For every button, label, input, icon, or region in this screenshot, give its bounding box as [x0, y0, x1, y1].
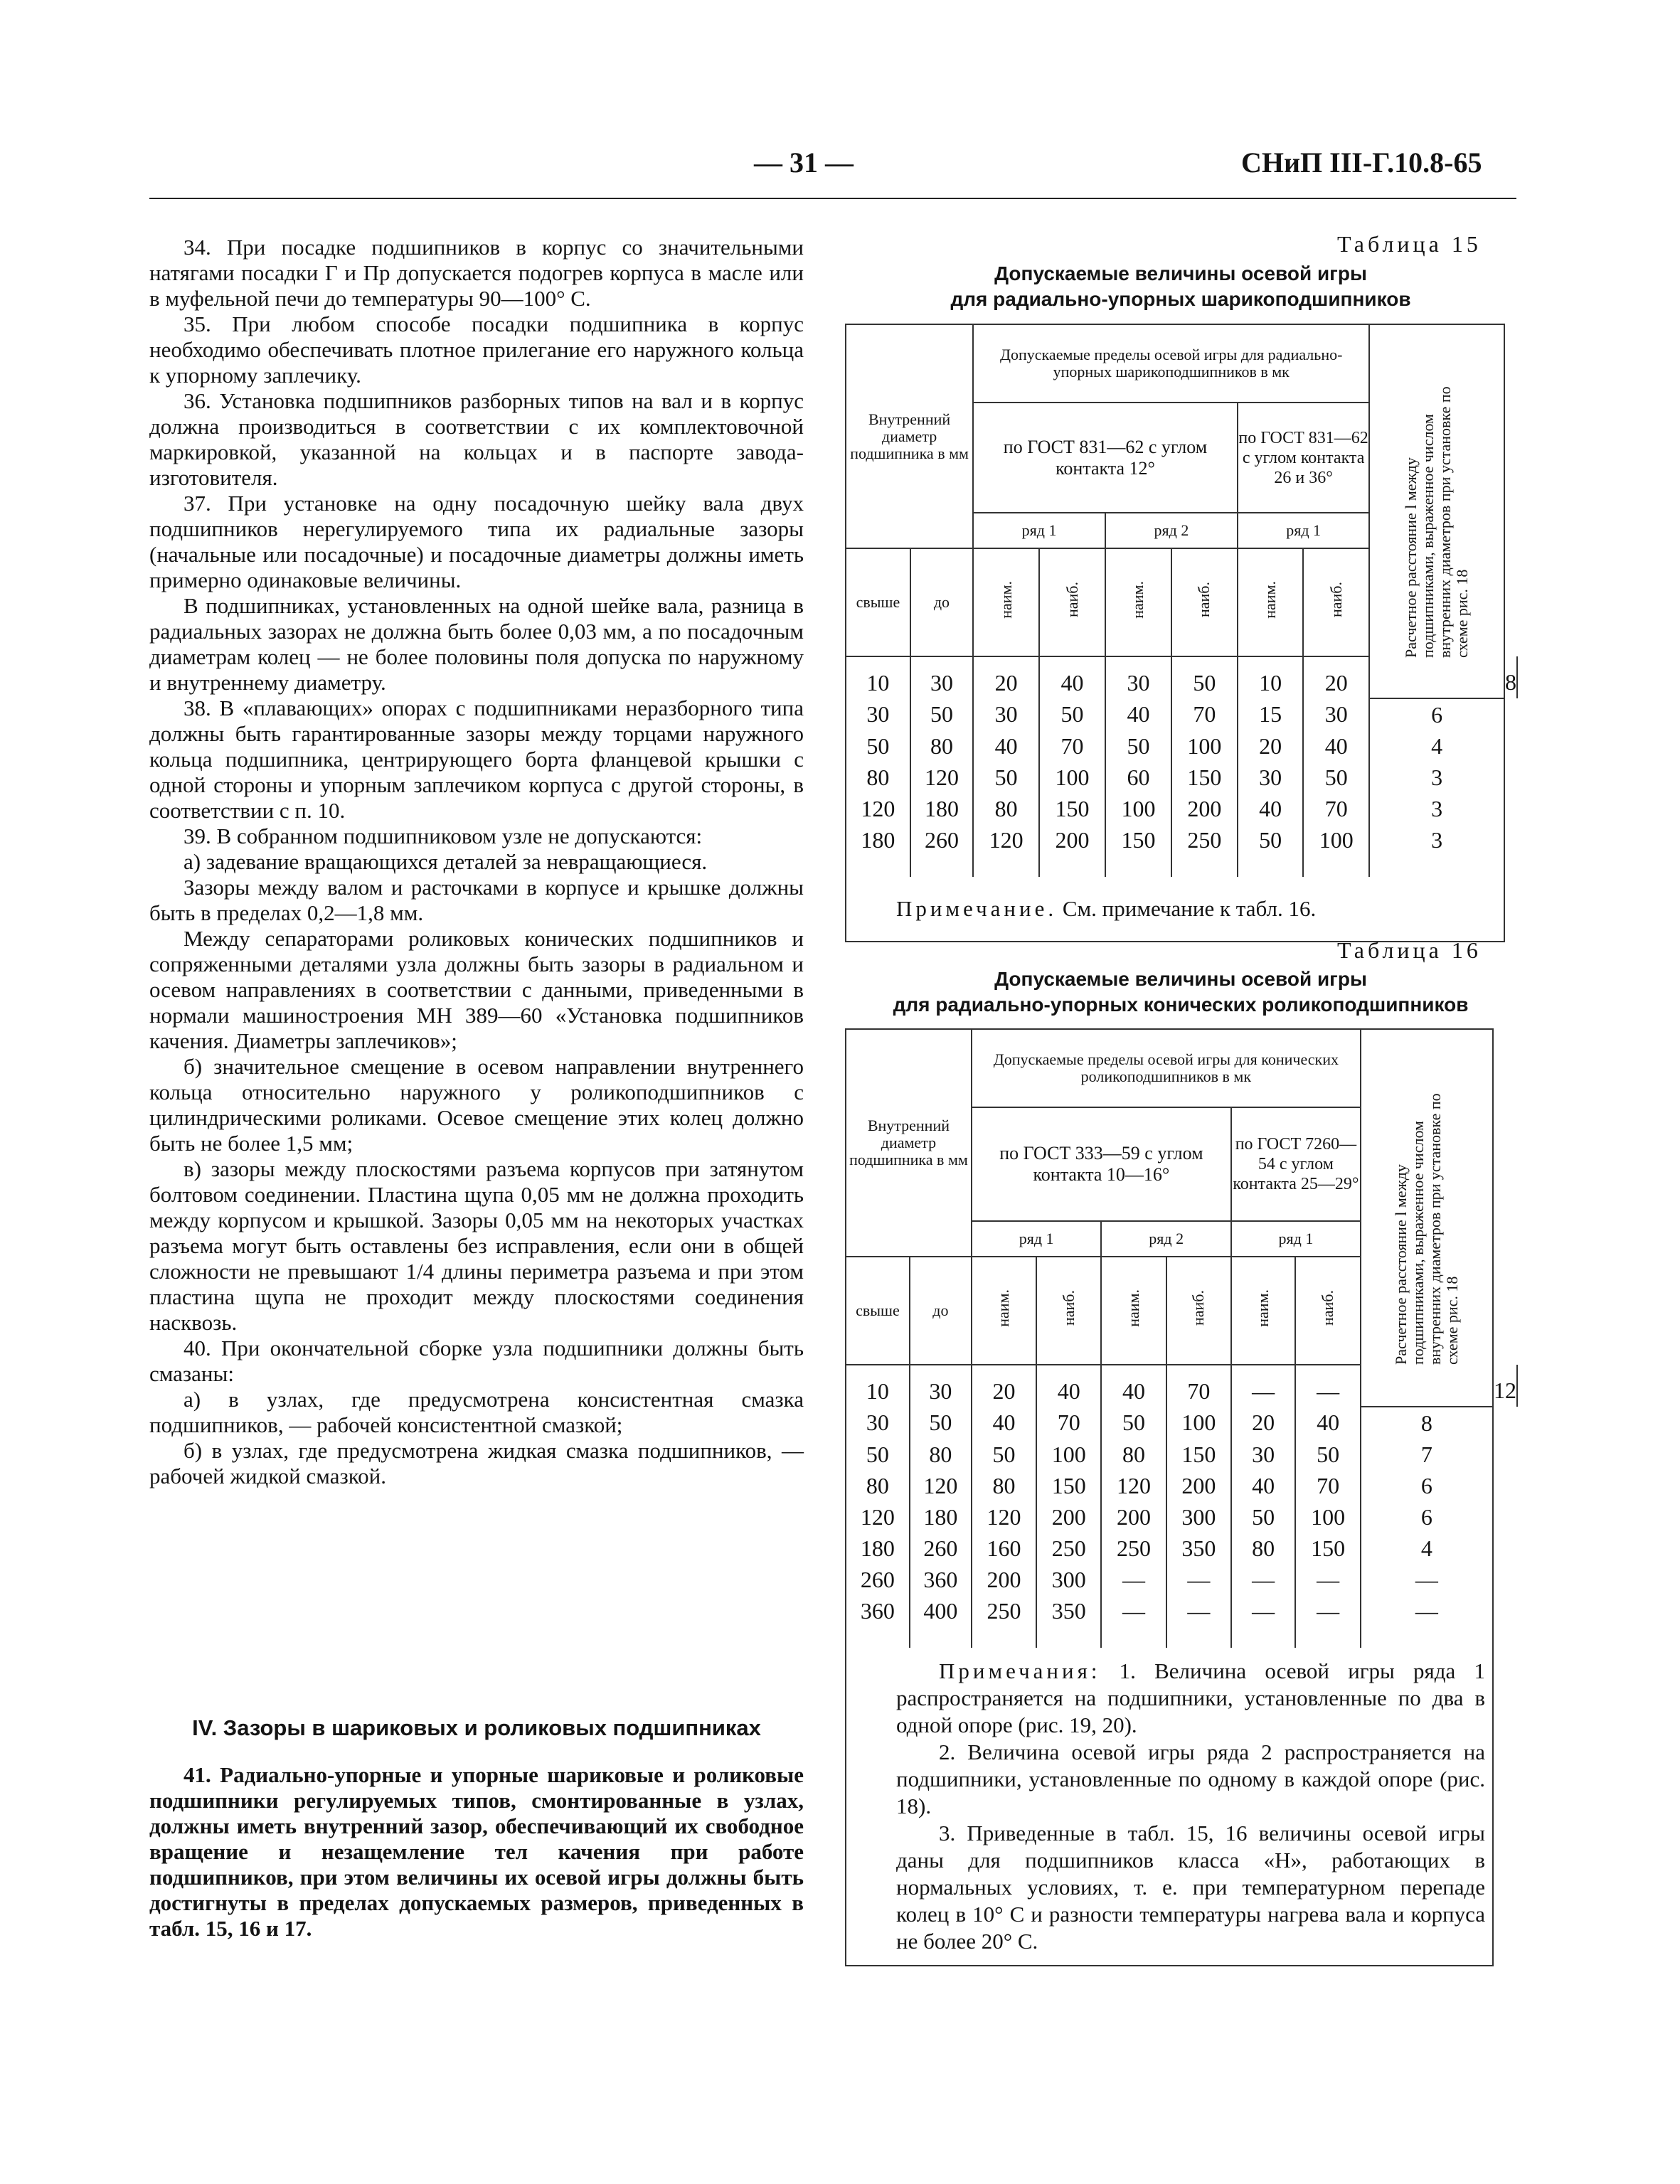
table15-max-header [1171, 548, 1238, 656]
table-cell: 40 [1231, 1470, 1295, 1501]
table-cell: 180 [846, 1533, 910, 1564]
table16-max-header [1036, 1257, 1101, 1365]
table16-note-2: 2. Величина осевой игры ряда 2 распространяется на подшипники, установленные по одному в каждой опоре (рис. 18). [896, 1740, 1485, 1818]
paragraph-41: 41. Радиально-упорные и упорные шариковые и роликовые подшипники регулируемых типов, смонтированные в узлах, должны иметь внутренний зазор, обеспечивающий их свободное вращение и незащемление тел качения при работе подшипников, при этом величины их осевой игры должны быть достигнуты в пределах допускаемых размеров, приведенных в табл. 15, 16 и 17. [149, 1762, 804, 1941]
table15-inner-diameter-header: Внутренний диаметр подшипника в мм [846, 324, 973, 548]
table15-min-text: наим. [1129, 580, 1147, 619]
table15-over-header: свыше [846, 548, 910, 656]
table-cell: 30 [1303, 698, 1369, 730]
table-cell: 120 [846, 793, 910, 824]
table-cell: — [1231, 1365, 1295, 1407]
table-cell: 260 [910, 1533, 972, 1564]
table15-note-text: См. примечание к табл. 16. [1057, 896, 1317, 921]
table-cell: 15 [1238, 698, 1303, 730]
table15-min-text: наим. [1261, 580, 1280, 619]
table-cell: 100 [1295, 1501, 1361, 1533]
table-cell: 40 [1039, 656, 1105, 698]
table15-title-2: для радиально-упорных шарикоподшипников [950, 288, 1411, 310]
table16-max-text: наиб. [1189, 1289, 1208, 1326]
table-cell: 80 [1231, 1533, 1295, 1564]
table-cell: — [1166, 1595, 1231, 1648]
table-cell: 80 [846, 762, 910, 793]
table-cell: 150 [1171, 762, 1238, 793]
table-cell: 40 [1101, 1365, 1166, 1407]
paragraph-37: 37. При установке на одну посадочную шейку вала двух подшипников нерегулируемого типа их радиальные зазоры (начальные или посадочные) и посадочные диаметры должны иметь примерно одинаковые величины. [149, 491, 804, 592]
table16-row1-header: ряд 1 [972, 1221, 1102, 1257]
table16-side-header [1361, 1029, 1493, 1407]
table-cell: 3 [1369, 824, 1504, 877]
table15-side-header [1369, 324, 1504, 698]
table-cell: 40 [972, 1407, 1036, 1439]
table-cell: 10 [846, 656, 910, 698]
table-cell: 100 [1166, 1407, 1231, 1439]
table-cell: 100 [1036, 1439, 1101, 1470]
table-cell: 70 [1166, 1365, 1231, 1407]
table-cell: — [1101, 1564, 1166, 1595]
table-cell: 50 [1105, 730, 1171, 762]
left-column [149, 235, 804, 1489]
table-cell: 80 [846, 1470, 910, 1501]
table-cell: 200 [1036, 1501, 1101, 1533]
table-cell: 180 [910, 793, 973, 824]
table16-note-1 [896, 1658, 1485, 1739]
table16-title-1: Допускаемые величины осевой игры [994, 968, 1367, 990]
table16-over-header: свыше [846, 1257, 910, 1365]
table-cell: 4 [1361, 1533, 1493, 1564]
table16-row1b-header: ряд 1 [1231, 1221, 1361, 1257]
paragraph-36: 36. Установка подшипников разборных типов на вал и в корпус должна производиться в соответствии с их комплектовочной маркировкой, указанной на кольцах и в паспорте завода-изготовителя. [149, 388, 804, 490]
table15-max-text: наиб. [1063, 581, 1081, 617]
table-cell: 160 [972, 1533, 1036, 1564]
table-cell: 50 [972, 1439, 1036, 1470]
table15-min-header [1105, 548, 1171, 656]
table16-min-header [972, 1257, 1036, 1365]
table-cell: 20 [973, 656, 1039, 698]
table-cell: 6 [1369, 698, 1504, 730]
table-cell: 50 [910, 698, 973, 730]
table-cell: 150 [1036, 1470, 1101, 1501]
table-cell: 100 [1171, 730, 1238, 762]
table15-gost-a: по ГОСТ 831—62 с углом контакта 12° [973, 403, 1238, 513]
table15-row1b-header: ряд 1 [1238, 513, 1369, 548]
table-cell: 100 [1039, 762, 1105, 793]
table16-min-text: наим. [1254, 1289, 1272, 1327]
table16-title-2: для радиально-упорных конических роликоподшипников [893, 994, 1469, 1016]
table-cell: 50 [1295, 1439, 1361, 1470]
table-cell: 100 [1105, 793, 1171, 824]
table-cell: 40 [1105, 698, 1171, 730]
table-cell: 200 [1171, 793, 1238, 824]
table-cell: — [1101, 1595, 1166, 1648]
table16-note-1-text: 1. Величина осевой игры ряда 1 распространяется на подшипники, установленные по два в одной опоре (рис. 19, 20). [896, 1658, 1485, 1737]
table16-notes-word: Примечания: [939, 1658, 1101, 1683]
table-cell: 70 [1171, 698, 1238, 730]
paragraph-39: 39. В собранном подшипниковом узле не допускаются: [184, 824, 703, 848]
table15-limits-header: Допускаемые пределы осевой игры для радиально-упорных шарикоподшипников в мк [973, 324, 1369, 403]
table16-max-header [1166, 1257, 1231, 1365]
table-cell: 50 [910, 1407, 972, 1439]
paragraph-40: 40. При окончательной сборке узла подшипники должны быть смазаны: [149, 1336, 804, 1386]
table15-min-header [973, 548, 1039, 656]
table-cell: 150 [1166, 1439, 1231, 1470]
table-cell: 360 [910, 1564, 972, 1595]
table-cell: 250 [1036, 1533, 1101, 1564]
table-cell: 300 [1166, 1501, 1231, 1533]
table-cell: 200 [1039, 824, 1105, 877]
table-cell: 20 [972, 1365, 1036, 1407]
paragraph-40a: а) в узлах, где предусмотрена консистентная смазка подшипников, — рабочей консистентной смазкой; [149, 1387, 804, 1437]
table15-to-header: до [910, 548, 973, 656]
table15-row2-header: ряд 2 [1105, 513, 1238, 548]
table-cell: — [1166, 1564, 1231, 1595]
table16-label: Таблица 16 [1337, 937, 1482, 963]
table-cell: 8 [1504, 656, 1517, 698]
table-cell: 40 [1295, 1407, 1361, 1439]
table15 [845, 324, 1518, 942]
paragraph-37-cont: В подшипниках, установленных на одной шейке вала, разница в радиальных зазорах не должна быть более 0,03 мм, а по посадочным диаметрам колец — не более половины поля допуска по наружному и внутреннему диаметру. [149, 593, 804, 695]
table-cell: 80 [1101, 1439, 1166, 1470]
paragraph-40b: б) в узлах, где предусмотрена жидкая смазка подшипников, — рабочей жидкой смазкой. [149, 1438, 804, 1488]
table16-note-3: 3. Приведенные в табл. 15, 16 величины осевой игры даны для подшипников класса «Н», работающих в нормальных условиях, т. е. при температурном перепаде колец в 10° С и разности температуры нагрева вала и корпуса не более 20° С. [896, 1821, 1485, 1954]
table-cell: 30 [973, 698, 1039, 730]
table16-gost-a: по ГОСТ 333—59 с углом контакта 10—16° [972, 1107, 1231, 1221]
table-cell: 80 [973, 793, 1039, 824]
table-cell: 30 [846, 698, 910, 730]
table-cell: — [1295, 1365, 1361, 1407]
table-cell: 120 [910, 762, 973, 793]
table-cell: — [1231, 1564, 1295, 1595]
paragraph-39a-separators: Между сепараторами роликовых конических подшипников и сопряженными деталями узла должны быть зазоры в радиальном и осевом направлениях в соответствии с данными, приведенными в нормали машиностроения МН 389—60 «Установка подшипников качения. Диаметры заплечиков»; [149, 926, 804, 1053]
table-cell: — [1231, 1595, 1295, 1648]
table16-min-text: наим. [1125, 1289, 1143, 1327]
table15-row1-header: ряд 1 [973, 513, 1105, 548]
table-cell: 30 [1238, 762, 1303, 793]
section-title: IV. Зазоры в шариковых и роликовых подшипниках [192, 1715, 761, 1740]
table-cell: 50 [846, 730, 910, 762]
table15-max-text: наиб. [1195, 581, 1213, 617]
table-cell: 50 [1231, 1501, 1295, 1533]
table-cell: 350 [1166, 1533, 1231, 1564]
table-cell: 150 [1039, 793, 1105, 824]
table16-min-text: наим. [994, 1289, 1013, 1327]
paragraph-34: 34. При посадке подшипников в корпус со значительными натягами посадки Г и Пр допускается подогрев корпуса в масле или в муфельной печи до температуры 90—100° С. [149, 235, 804, 311]
table-cell: 50 [1238, 824, 1303, 877]
table-cell: 250 [1101, 1533, 1166, 1564]
table-cell: 30 [910, 656, 973, 698]
table-cell: 70 [1295, 1470, 1361, 1501]
table-cell: 150 [1295, 1533, 1361, 1564]
table-cell: 120 [910, 1470, 972, 1501]
table-cell: 4 [1369, 730, 1504, 762]
table-cell: 50 [1303, 762, 1369, 793]
table-cell: 50 [846, 1439, 910, 1470]
table-cell: — [1361, 1564, 1493, 1595]
table-cell: 70 [1303, 793, 1369, 824]
table-cell: 3 [1369, 793, 1504, 824]
table-cell: 40 [1238, 793, 1303, 824]
table16-notes [846, 1648, 1493, 1966]
table-cell: 180 [910, 1501, 972, 1533]
table-cell: 12 [1493, 1365, 1517, 1407]
table-cell: 50 [973, 762, 1039, 793]
table-cell: 10 [1238, 656, 1303, 698]
paragraph-39a: а) задевание вращающихся деталей за невращающиеся. [184, 849, 708, 874]
table-cell: 100 [1303, 824, 1369, 877]
table15-note-word: Примечание. [896, 896, 1058, 921]
table-cell: 150 [1105, 824, 1171, 877]
table-cell: 300 [1036, 1564, 1101, 1595]
table-cell: 30 [1105, 656, 1171, 698]
table16-to-header: до [910, 1257, 972, 1365]
table-cell: 200 [1101, 1501, 1166, 1533]
table-cell: — [1361, 1595, 1493, 1648]
table-cell: 80 [972, 1470, 1036, 1501]
table-cell: 70 [1039, 730, 1105, 762]
table16-min-header [1231, 1257, 1295, 1365]
table-cell: 50 [1171, 656, 1238, 698]
table-cell: 120 [1101, 1470, 1166, 1501]
table-cell: — [1295, 1564, 1361, 1595]
table-cell: 6 [1361, 1501, 1493, 1533]
table-cell: 6 [1361, 1470, 1493, 1501]
table-cell: 30 [910, 1365, 972, 1407]
table-cell: 50 [1039, 698, 1105, 730]
table15-min-header [1238, 548, 1303, 656]
table-cell: 20 [1238, 730, 1303, 762]
table16-max-header [1295, 1257, 1361, 1365]
table16-inner-diameter-header: Внутренний диаметр подшипника в мм [846, 1029, 972, 1257]
paragraph-35: 35. При любом способе посадки подшипника в корпус необходимо обеспечивать плотное прилегание его наружного кольца к упорному заплечику. [149, 311, 804, 388]
table-cell: 20 [1303, 656, 1369, 698]
table16-min-header [1101, 1257, 1166, 1365]
table-cell: 250 [972, 1595, 1036, 1648]
table-cell: 350 [1036, 1595, 1101, 1648]
table15-min-text: наим. [996, 580, 1015, 619]
table16-row2-header: ряд 2 [1101, 1221, 1231, 1257]
table16-side-text: Расчетное расстояние l между подшипниками, выраженное числом внутренних диаметров при установке по схеме рис. 18 [1391, 1092, 1461, 1365]
table-cell: 200 [1166, 1470, 1231, 1501]
table-cell: 260 [910, 824, 973, 877]
table16-gost-b: по ГОСТ 7260—54 с углом контакта 25—29° [1231, 1107, 1361, 1221]
table-cell: 3 [1369, 762, 1504, 793]
table-cell: 200 [972, 1564, 1036, 1595]
table-cell: 30 [846, 1407, 910, 1439]
table16 [845, 1028, 1518, 1966]
table-cell: 80 [910, 1439, 972, 1470]
paragraph-38: 38. В «плавающих» опорах с подшипниками неразборного типа должны быть гарантированные зазоры между торцами наружного кольца подшипника, центрирующего борта фланцевой крышки с одной стороны и упорным заплечиком корпуса с другой стороны, в соответствии с п. 10. [149, 696, 804, 823]
paragraph-39a-gaps: Зазоры между валом и расточками в корпусе и крышке должны быть в пределах 0,2—1,8 мм. [149, 875, 804, 925]
table15-gost-b: по ГОСТ 831—62 с углом контакта 26 и 36° [1238, 403, 1369, 513]
table-cell: 120 [972, 1501, 1036, 1533]
table-cell: 8 [1361, 1407, 1493, 1439]
table-cell: 180 [846, 824, 910, 877]
table-cell: 60 [1105, 762, 1171, 793]
table-cell: 70 [1036, 1407, 1101, 1439]
table15-note [846, 877, 1504, 942]
table-cell: 80 [910, 730, 973, 762]
page-number: — 31 — [754, 147, 854, 179]
table-cell: 40 [1303, 730, 1369, 762]
table15-title-1: Допускаемые величины осевой игры [994, 262, 1367, 284]
table-cell: 120 [973, 824, 1039, 877]
table-cell: 360 [846, 1595, 910, 1648]
table-cell: 250 [1171, 824, 1238, 877]
table15-max-header [1303, 548, 1369, 656]
table16-limits-header: Допускаемые пределы осевой игры для конических роликоподшипников в мк [972, 1029, 1361, 1107]
table15-max-header [1039, 548, 1105, 656]
table15-side-text: Расчетное расстояние l между подшипниками, выраженное числом внутренних диаметров при установке по схеме рис. 18 [1402, 386, 1472, 658]
table-cell: 40 [1036, 1365, 1101, 1407]
table15-max-text: наиб. [1327, 581, 1345, 617]
table-cell: 10 [846, 1365, 910, 1407]
paragraph-39c: в) зазоры между плоскостями разъема корпусов при затянутом болтовом соединении. Пластина щупа 0,05 мм не должна проходить между корпусом и крышкой. Зазоры 0,05 мм на некоторых участках разъема могут быть оставлены без исправления, если они в общей сложности не превышают 1/4 длины периметра разъема и при этом пластина щупа не проходит между плоскостями соединения насквозь. [149, 1156, 804, 1335]
table-cell: 50 [1101, 1407, 1166, 1439]
table-cell: 7 [1361, 1439, 1493, 1470]
paragraph-39b: б) значительное смещение в осевом направлении внутреннего кольца относительно наружного у роликоподшипников с цилиндрическими роликами. Осевое смещение этих колец должно быть не более 1,5 мм; [149, 1054, 804, 1156]
table-cell: 400 [910, 1595, 972, 1648]
table-cell: 20 [1231, 1407, 1295, 1439]
table-cell: 40 [973, 730, 1039, 762]
table15-label: Таблица 15 [1337, 231, 1482, 257]
table-cell: — [1295, 1595, 1361, 1648]
header-rule [149, 198, 1516, 199]
table-cell: 30 [1231, 1439, 1295, 1470]
table-cell: 120 [846, 1501, 910, 1533]
table-cell: 260 [846, 1564, 910, 1595]
document-code: СНиП III-Г.10.8-65 [1241, 147, 1482, 179]
table16-max-text: наиб. [1059, 1289, 1078, 1326]
table16-max-text: наиб. [1319, 1289, 1337, 1326]
